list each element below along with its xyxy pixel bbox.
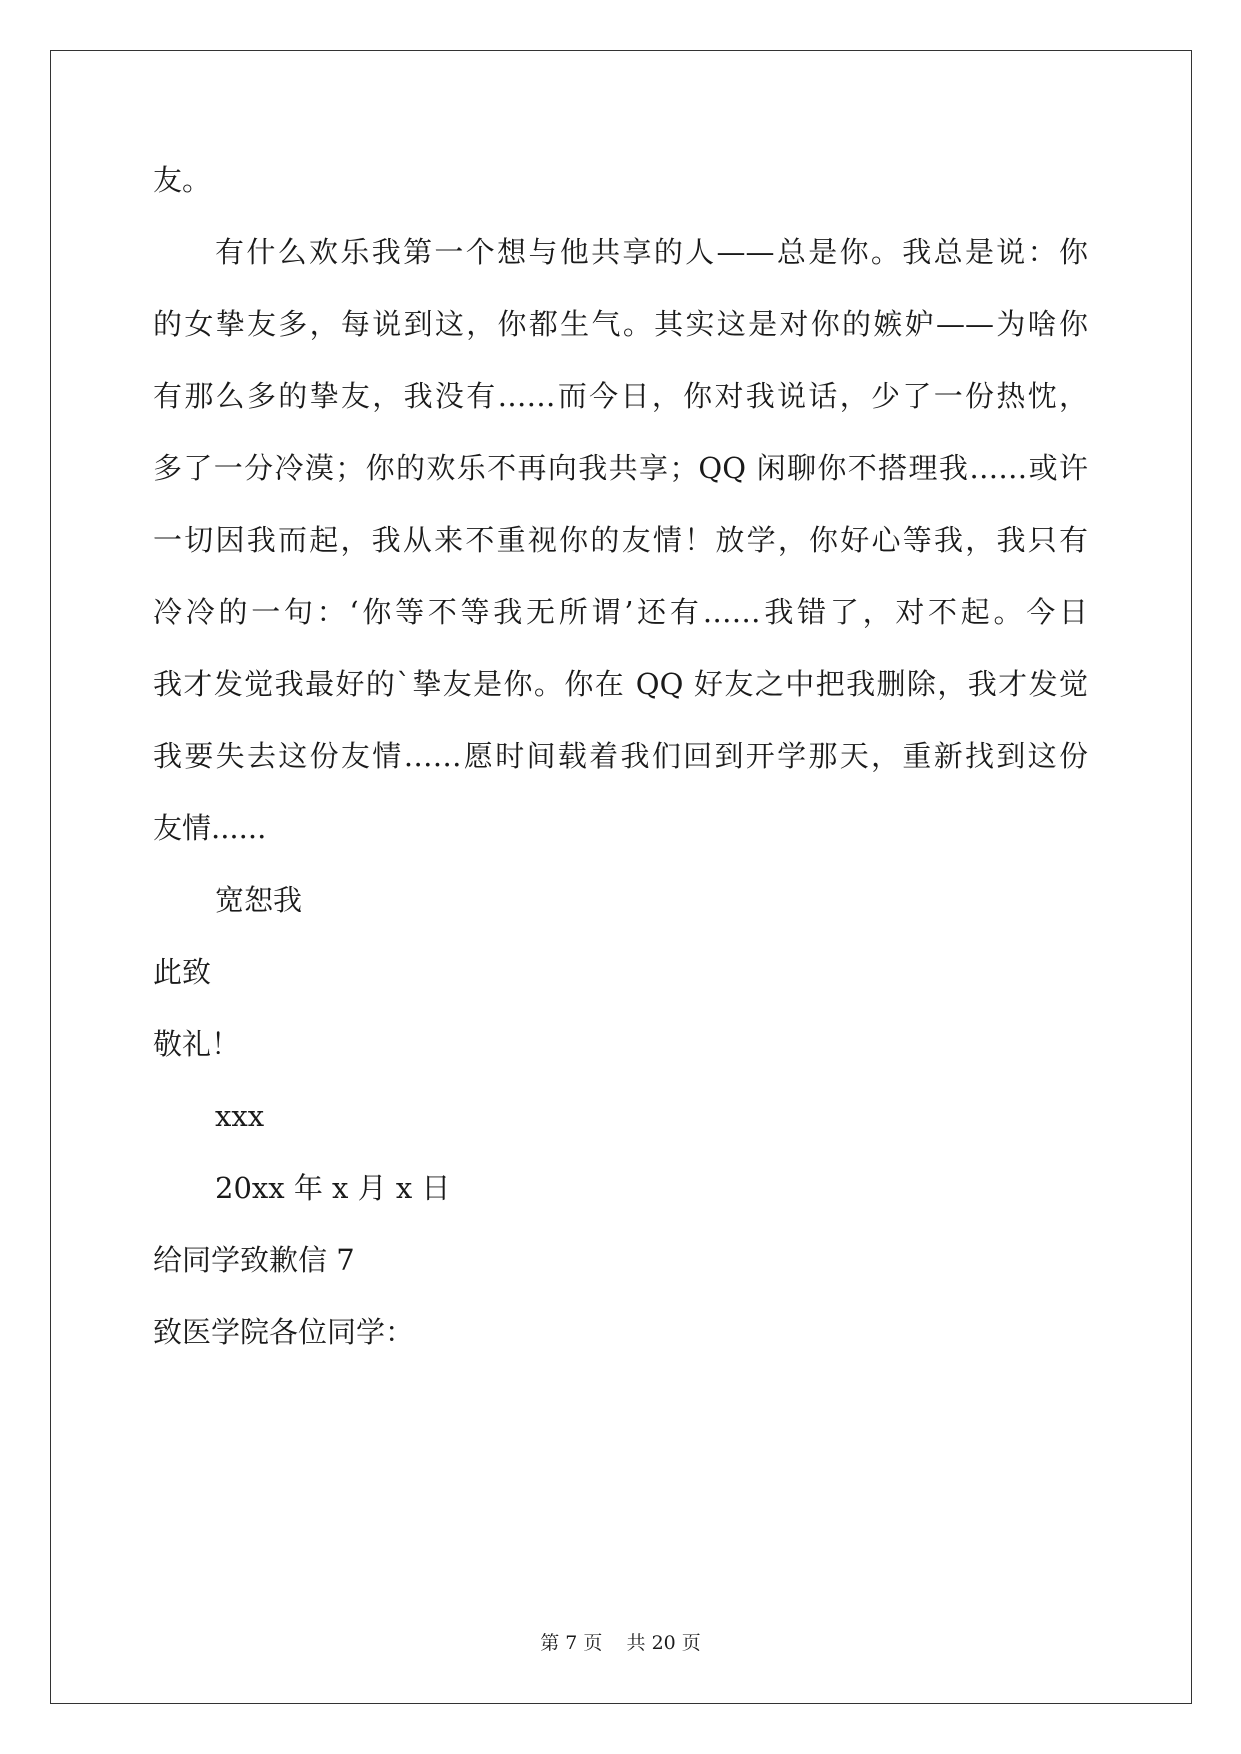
date-line: 20xx 年 x 月 x 日 <box>215 1171 451 1205</box>
text-line: 致医学院各位同学： <box>153 1315 415 1349</box>
text-line: 有那么多的挚友，我没有……而今日，你对我说话，少了一份热忱， <box>153 379 1088 413</box>
text-line: 我要失去这份友情……愿时间载着我们回到开学那天，重新找到这份 <box>153 739 1088 773</box>
signature: xxx <box>215 1099 265 1133</box>
page-frame <box>50 50 1192 1704</box>
text-line: 宽恕我 <box>215 883 303 917</box>
closing-salutation: 敬礼！ <box>153 1027 241 1061</box>
text-line: 友情...... <box>153 811 267 845</box>
text-line: 一切因我而起，我从来不重视你的友情！放学，你好心等我，我只有 <box>153 523 1088 557</box>
text-line: 我才发觉我最好的`挚友是你。你在 QQ 好友之中把我删除，我才发觉 <box>153 667 1088 701</box>
text-line: 友。 <box>153 163 212 197</box>
text-line: 的女挚友多，每说到这，你都生气。其实这是对你的嫉妒——为啥你 <box>153 307 1088 341</box>
text-line: 冷冷的一句：‘你等不等我无所谓’还有……我错了，对不起。今日 <box>153 595 1088 629</box>
closing-salutation: 此致 <box>153 955 212 989</box>
section-title: 给同学致歉信 7 <box>153 1243 355 1277</box>
page-number: 第 7 页 共 20 页 <box>540 1632 701 1654</box>
text-line: 多了一分冷漠；你的欢乐不再向我共享；QQ 闲聊你不搭理我……或许 <box>153 451 1088 485</box>
text-line: 有什么欢乐我第一个想与他共享的人——总是你。我总是说：你 <box>215 235 1088 269</box>
